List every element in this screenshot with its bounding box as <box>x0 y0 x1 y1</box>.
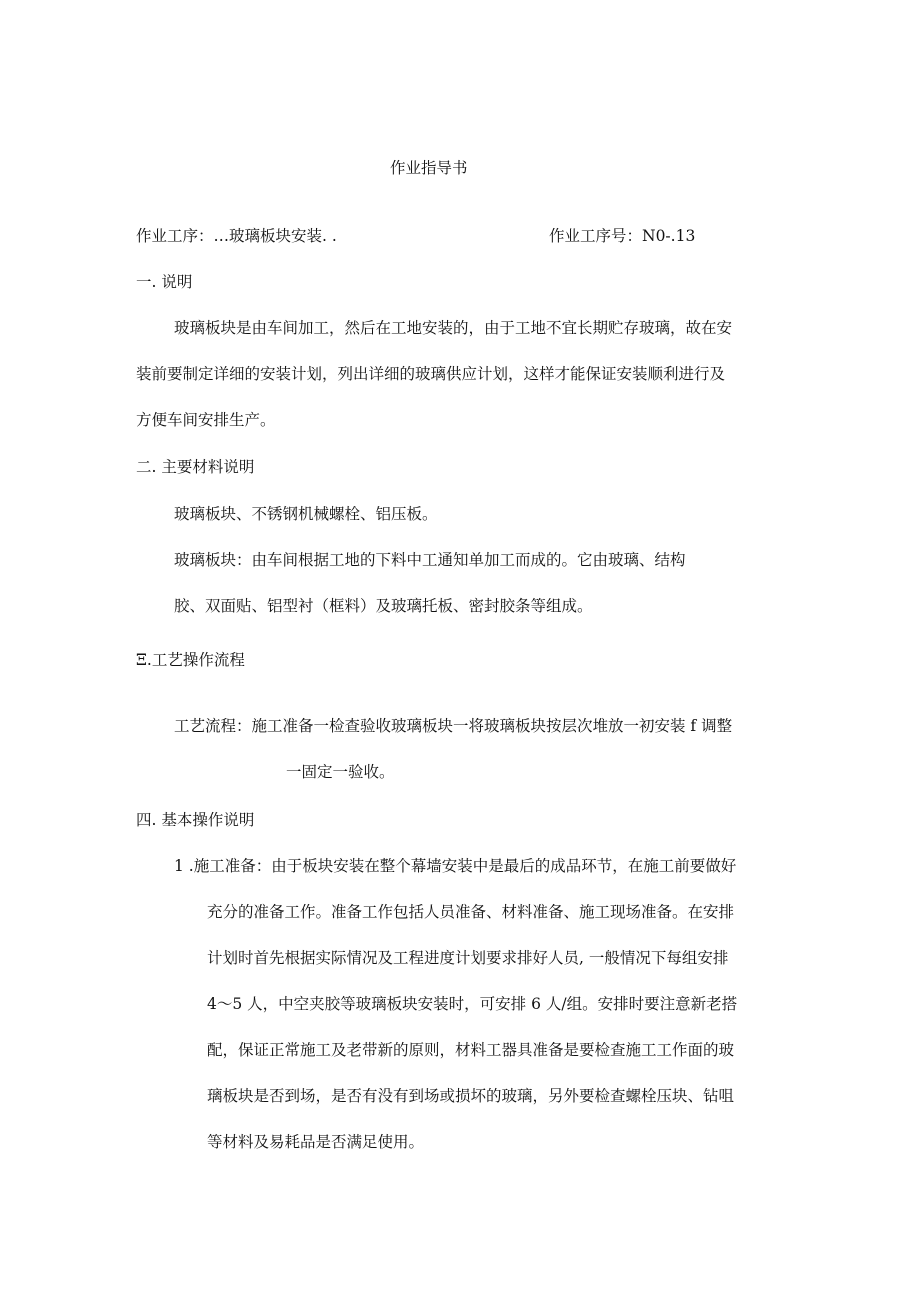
section-heading-basic-operations: 四. 基本操作说明 <box>136 811 255 829</box>
paragraph-line: 玻璃板块、不锈钢机械螺栓、铝压板。 <box>174 505 438 523</box>
process-label: 作业工序：…玻璃板块安装. . <box>136 227 337 245</box>
paragraph-line: 方便车间安排生产。 <box>136 411 276 429</box>
paragraph-line: 胶、双面贴、铝型衬（框料）及玻璃托板、密封胶条等组成。 <box>174 597 593 615</box>
process-number-label: 作业工序号：N0-.13 <box>549 227 696 245</box>
list-item-line: 1 .施工准备：由于板块安装在整个幕墙安装中是最后的成品环节，在施工前要做好 <box>174 857 737 875</box>
list-item-line: 等材料及易耗品是否满足使用。 <box>207 1133 425 1151</box>
list-item-line: 计划时首先根据实际情况及工程进度计划要求排好人员, 一般情况下每组安排 <box>207 949 729 967</box>
section-heading-explanation: 一. 说明 <box>136 273 193 291</box>
paragraph-line: 一固定一验收。 <box>286 763 395 781</box>
paragraph-line: 玻璃板块是由车间加工，然后在工地安装的，由于工地不宜长期贮存玻璃，故在安 <box>174 319 733 337</box>
list-item-line: 充分的准备工作。准备工作包括人员准备、材料准备、施工现场准备。在安排 <box>207 903 735 921</box>
section-heading-materials: 二. 主要材料说明 <box>136 458 255 476</box>
section-heading-process-flow: Ξ.工艺操作流程 <box>136 651 245 669</box>
list-item-line: 4～5 人，中空夹胶等玻璃板块安装时，可安排 6 人/组。安排时要注意新老搭 <box>207 995 738 1013</box>
paragraph-line: 玻璃板块：由车间根据工地的下料中工通知单加工而成的。它由玻璃、结构 <box>174 551 686 569</box>
document-title: 作业指导书 <box>390 159 468 177</box>
list-item-line: 配，保证正常施工及老带新的原则，材料工器具准备是要检查施工工作面的玻 <box>207 1041 735 1059</box>
list-item-line: 璃板块是否到场，是否有没有到场或损坏的玻璃，另外要检查螺栓压块、钻咀 <box>207 1087 735 1105</box>
paragraph-line: 装前要制定详细的安装计划，列出详细的玻璃供应计划，这样才能保证安装顺利进行及 <box>136 365 726 383</box>
paragraph-line: 工艺流程：施工准备一检查验收玻璃板块一将玻璃板块按层次堆放一初安装 f 调整 <box>174 717 733 735</box>
